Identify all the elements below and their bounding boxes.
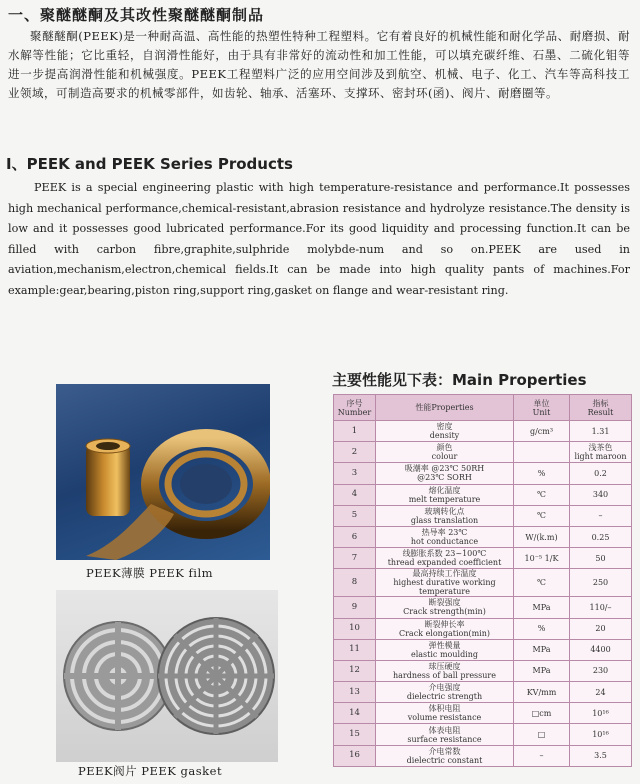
header-number: 序号 Number (334, 395, 376, 421)
property-cn: 线膨胀系数 23~100℃ (402, 549, 487, 559)
table-row (334, 421, 632, 442)
row-property (376, 639, 514, 660)
row-result (570, 703, 632, 724)
property-cn: 介电强度 (428, 683, 461, 693)
row-property (376, 703, 514, 724)
property-cn: 弹性模量 (428, 640, 461, 650)
row-property (376, 618, 514, 639)
row-property (376, 484, 514, 505)
result-value: – (598, 511, 603, 521)
table-row (334, 597, 632, 618)
row-property (376, 569, 514, 597)
header-result: 指标 Result (570, 395, 632, 421)
result-value: 250 (592, 578, 609, 588)
row-property (376, 505, 514, 526)
property-cn: 热导率 23℃ (421, 528, 468, 538)
row-result (570, 442, 632, 463)
result-value: 110/– (589, 602, 612, 612)
property-en: melt temperature (408, 494, 481, 504)
property-cn: 熔化温度 (428, 485, 461, 495)
result-cn: 浅茶色 (588, 443, 613, 453)
row-result (570, 526, 632, 547)
property-en: hardness of ball pressure (393, 670, 496, 680)
peek-film-photo (56, 384, 270, 560)
row-number: 13 (334, 682, 376, 703)
row-unit: W/(k.m) (514, 526, 570, 547)
property-cn: 颜色 (436, 443, 453, 453)
row-unit: □cm (514, 703, 570, 724)
row-number: 5 (334, 505, 376, 526)
properties-title: 主要性能见下表：Main Properties (332, 371, 587, 389)
gasket-illustration (56, 590, 278, 762)
table-row (334, 724, 632, 745)
result-value: 20 (595, 624, 606, 634)
property-cn: 玻璃转化点 (424, 506, 465, 516)
chinese-description-paragraph: 聚醚醚酮(PEEK)是一种耐高温、高性能的热塑性特种工程塑料。它有着良好的机械性能和耐化学品、耐磨损、耐水解等性能；它比重轻，自润滑性能好，由于具有非常好的流动性和加工性能，可以填充碳纤维、石墨、二硫化钼等进一步提高润滑性能和机械强度。PEEK工程塑料广泛的应用空间涉及到航空、机械、电子、化工、汽车等高科技工业领域，可制造高要求的机械零部件，如齿轮、轴承、活塞环、支撑环、密封环(函)、阀片、耐磨圈等。 (8, 29, 630, 100)
property-en: thread expanded coefficient (387, 558, 502, 568)
row-property (376, 682, 514, 703)
row-unit: g/cm³ (514, 421, 570, 442)
property-en: surface resistance (407, 734, 482, 744)
table-row (334, 442, 632, 463)
table-row (334, 703, 632, 724)
result-value: light maroon (574, 452, 627, 462)
property-en: elastic moulding (410, 649, 479, 659)
property-cn: 断裂强度 (428, 598, 461, 608)
result-value: 0.25 (591, 532, 610, 542)
row-property (376, 463, 514, 484)
property-en: density (429, 431, 460, 441)
row-property (376, 745, 514, 766)
result-value: 1.31 (591, 426, 610, 436)
row-unit (514, 442, 570, 463)
row-result (570, 463, 632, 484)
row-number: 12 (334, 660, 376, 681)
table-header-row (334, 395, 632, 421)
table-row (334, 484, 632, 505)
property-cn: 介电常数 (428, 746, 461, 756)
property-en: highest durative working temperature (393, 578, 496, 597)
peek-gasket-photo (56, 590, 278, 762)
property-cn: 体积电阻 (428, 704, 461, 714)
property-en: Crack elongation(min) (398, 628, 491, 638)
row-unit: ℃ (514, 569, 570, 597)
property-en: dielectric constant (406, 755, 483, 765)
property-cn: 体表电阻 (428, 725, 461, 735)
row-result (570, 597, 632, 618)
header-property: 性能Properties (376, 395, 514, 421)
result-value: 230 (592, 666, 609, 676)
table-row (334, 639, 632, 660)
result-value: 10¹⁶ (592, 730, 609, 740)
table-row (334, 618, 632, 639)
property-cn: 球压硬度 (428, 661, 461, 671)
row-result (570, 639, 632, 660)
row-number: 16 (334, 745, 376, 766)
row-unit: KV/mm (514, 682, 570, 703)
property-cn: 最高持续工作温度 (412, 569, 477, 579)
row-unit: MPa (514, 660, 570, 681)
result-value: 4400 (590, 645, 611, 655)
table-row (334, 463, 632, 484)
gasket-caption: PEEK阀片 PEEK gasket (78, 764, 223, 778)
row-number: 2 (334, 442, 376, 463)
row-unit: 10⁻⁵ 1/K (514, 548, 570, 569)
row-result (570, 618, 632, 639)
row-number: 15 (334, 724, 376, 745)
row-unit: □ (514, 724, 570, 745)
result-value: 10¹⁶ (592, 708, 609, 718)
row-result (570, 421, 632, 442)
table-row (334, 526, 632, 547)
row-result (570, 548, 632, 569)
english-description-paragraph: PEEK is a special engineering plastic with high temperature-resistance and performance.It possesses high mechanical performance,chemical-resistant,abrasion resistance and hydrolyze resistance.The density is low and it possesses good lubricated performance.For its good liquidity and processing function.It can be filled with carbon fibre,graphite,sulphride molybde-num and so on.PEEK are used in aviation,mechanism,electron,chemical fields.It can be made into high quality pants of machines.For example:gear,bearing,piston ring,support ring,gasket on flange and wear-resistant ring. (8, 181, 630, 297)
row-property (376, 526, 514, 547)
result-value: 50 (595, 553, 606, 563)
result-value: 3.5 (594, 751, 607, 761)
row-number: 9 (334, 597, 376, 618)
row-number: 10 (334, 618, 376, 639)
chinese-section-title: 一、聚醚醚酮及其改性聚醚醚酮制品 (8, 6, 265, 24)
row-unit: MPa (514, 639, 570, 660)
row-unit: % (514, 463, 570, 484)
property-en: volume resistance (407, 713, 482, 723)
row-number: 11 (334, 639, 376, 660)
row-result (570, 484, 632, 505)
row-unit: % (514, 618, 570, 639)
property-cn: 吸潮率 @23℃ 50RH (404, 464, 485, 474)
row-number: 14 (334, 703, 376, 724)
table-row (334, 569, 632, 597)
row-unit: MPa (514, 597, 570, 618)
row-unit: ℃ (514, 505, 570, 526)
film-caption: PEEK薄膜 PEEK film (86, 566, 214, 580)
row-property (376, 597, 514, 618)
row-property (376, 660, 514, 681)
row-number: 6 (334, 526, 376, 547)
row-unit: – (514, 745, 570, 766)
property-en: Crack strength(min) (403, 607, 486, 617)
row-number: 4 (334, 484, 376, 505)
result-value: 340 (592, 490, 609, 500)
table-row (334, 505, 632, 526)
table-row (334, 548, 632, 569)
row-number: 1 (334, 421, 376, 442)
row-number: 7 (334, 548, 376, 569)
row-property (376, 548, 514, 569)
property-cn: 密度 (436, 422, 453, 432)
result-value: 0.2 (594, 468, 607, 478)
property-en: hot conductance (410, 537, 479, 547)
properties-table (333, 394, 632, 767)
row-unit: ℃ (514, 484, 570, 505)
row-result (570, 660, 632, 681)
row-number: 3 (334, 463, 376, 484)
property-en: @23℃ SORH (417, 473, 472, 483)
row-result (570, 505, 632, 526)
table-row (334, 682, 632, 703)
property-cn: 断裂伸长率 (424, 619, 465, 629)
row-property (376, 442, 514, 463)
table-row (334, 745, 632, 766)
row-result (570, 724, 632, 745)
property-en: colour (431, 452, 458, 462)
result-value: 24 (595, 687, 606, 697)
row-number: 8 (334, 569, 376, 597)
header-unit: 单位 Unit (514, 395, 570, 421)
row-result (570, 745, 632, 766)
film-roll-illustration (56, 384, 270, 560)
row-property (376, 421, 514, 442)
table-row (334, 660, 632, 681)
row-property (376, 724, 514, 745)
row-result (570, 569, 632, 597)
property-en: dielectric strength (406, 692, 483, 702)
english-section-title: Ⅰ、PEEK and PEEK Series Products (6, 155, 293, 173)
property-en: glass translation (410, 515, 479, 525)
row-result (570, 682, 632, 703)
